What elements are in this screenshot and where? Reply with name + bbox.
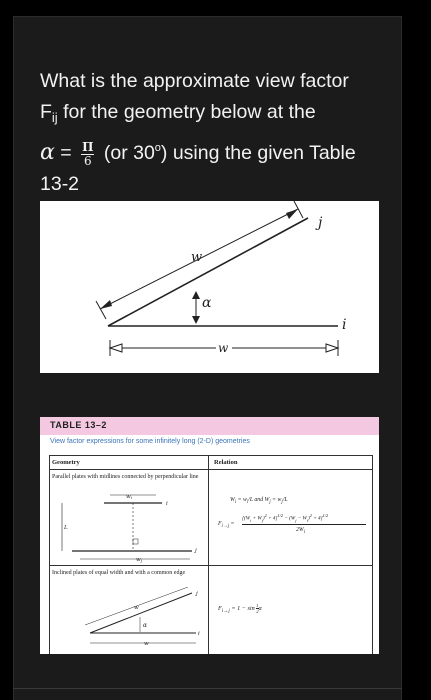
symbol-F: F bbox=[40, 101, 52, 123]
row1-fraction-bar bbox=[242, 524, 366, 525]
row2-fig-alpha: α bbox=[143, 622, 148, 629]
row2-fig-j: j bbox=[196, 591, 198, 597]
row2-half-fraction: $\frac{1}{2}$ bbox=[256, 603, 259, 614]
alpha-symbol: α bbox=[40, 140, 55, 165]
degree-superscript: o bbox=[154, 142, 161, 154]
arrowhead-j-end bbox=[286, 209, 298, 219]
row1-fig-wj: wj bbox=[136, 557, 142, 563]
table-top-rule bbox=[49, 455, 373, 456]
view-factor-table bbox=[40, 417, 379, 654]
equals-sign: = bbox=[54, 142, 78, 164]
row1-fig-L: L bbox=[64, 525, 68, 531]
question-line-3-text-b: ) using the given Table bbox=[160, 142, 356, 164]
alpha-arrowhead-up bbox=[192, 291, 200, 299]
table-header-rule bbox=[49, 469, 373, 470]
fraction-numerator: Π bbox=[82, 140, 94, 154]
row1-right-angle bbox=[133, 539, 138, 544]
column-header-relation: Relation bbox=[214, 459, 238, 466]
row2-figure bbox=[52, 587, 204, 651]
label-alpha: α bbox=[202, 295, 212, 311]
row2-plate-j bbox=[90, 593, 192, 633]
row2-fig-w1: w bbox=[134, 605, 139, 611]
row1-relation-definitions: $W_i = w_i/L$ and $W_j = w_j/L$ bbox=[230, 497, 288, 506]
question-line-3 bbox=[40, 133, 390, 169]
row1-description: Parallel plates with midlines connected by perpendicular line bbox=[52, 474, 199, 480]
row1-relation-denominator: $2W_i$ bbox=[296, 527, 306, 536]
arrowhead-j-start bbox=[100, 300, 112, 309]
row1-relation-numerator: $[(W_i + W_j)^2 + 4]^{1/2} - (W_j - W_i)^2 + 4]^{1/2}$ bbox=[242, 513, 329, 523]
arrowhead-i-end bbox=[326, 344, 338, 352]
row2-fig-i: i bbox=[198, 631, 200, 637]
question-line-2-text: for the geometry below at the bbox=[57, 101, 316, 123]
row1-relation-lhs: $F_{i\to j}$ = bbox=[218, 521, 235, 530]
label-j: j bbox=[318, 215, 323, 231]
subscript-ij: ij bbox=[51, 110, 58, 125]
bottom-divider bbox=[13, 688, 402, 689]
tick-j-end bbox=[294, 201, 303, 218]
table-column-divider bbox=[208, 455, 209, 654]
row1-fig-j: j bbox=[195, 548, 197, 554]
row2-relation: $F_{i\to j} = 1 - \sin$ $\frac{1}{2}$ α bbox=[218, 603, 262, 615]
row2-description: Inclined plates of equal width and with a common edge bbox=[52, 570, 186, 576]
label-w-top: w bbox=[191, 250, 203, 265]
column-header-geometry: Geometry bbox=[52, 459, 80, 466]
pi-over-six-fraction bbox=[81, 141, 94, 168]
row1-fig-i: i bbox=[166, 501, 168, 507]
row1-figure bbox=[52, 489, 204, 563]
table-row-divider bbox=[49, 565, 373, 566]
label-i: i bbox=[342, 317, 347, 333]
row2-fig-w2: w bbox=[144, 641, 149, 647]
question-text bbox=[40, 66, 390, 200]
fraction-denominator: 6 bbox=[83, 154, 92, 168]
table-left-border bbox=[49, 455, 50, 654]
tick-j-start bbox=[96, 301, 106, 319]
geometry-diagram bbox=[40, 201, 379, 373]
label-w-bottom: w bbox=[218, 341, 229, 355]
alpha-arrowhead-down bbox=[192, 316, 200, 324]
table-title: TABLE 13–2 bbox=[50, 420, 107, 430]
question-line-3-text-a: (or 30 bbox=[98, 142, 155, 164]
question-line-1: What is the approximate view factor bbox=[40, 70, 349, 92]
row1-fig-wi: wi bbox=[126, 494, 132, 500]
question-line-4: 13-2 bbox=[40, 173, 80, 195]
question-line-2 bbox=[40, 97, 390, 133]
table-caption: View factor expressions for some infinitely long (2-D) geometries bbox=[50, 438, 250, 445]
geometry-diagram-svg bbox=[40, 201, 379, 373]
arrowhead-i-start bbox=[110, 344, 122, 352]
table-right-border bbox=[372, 455, 373, 654]
